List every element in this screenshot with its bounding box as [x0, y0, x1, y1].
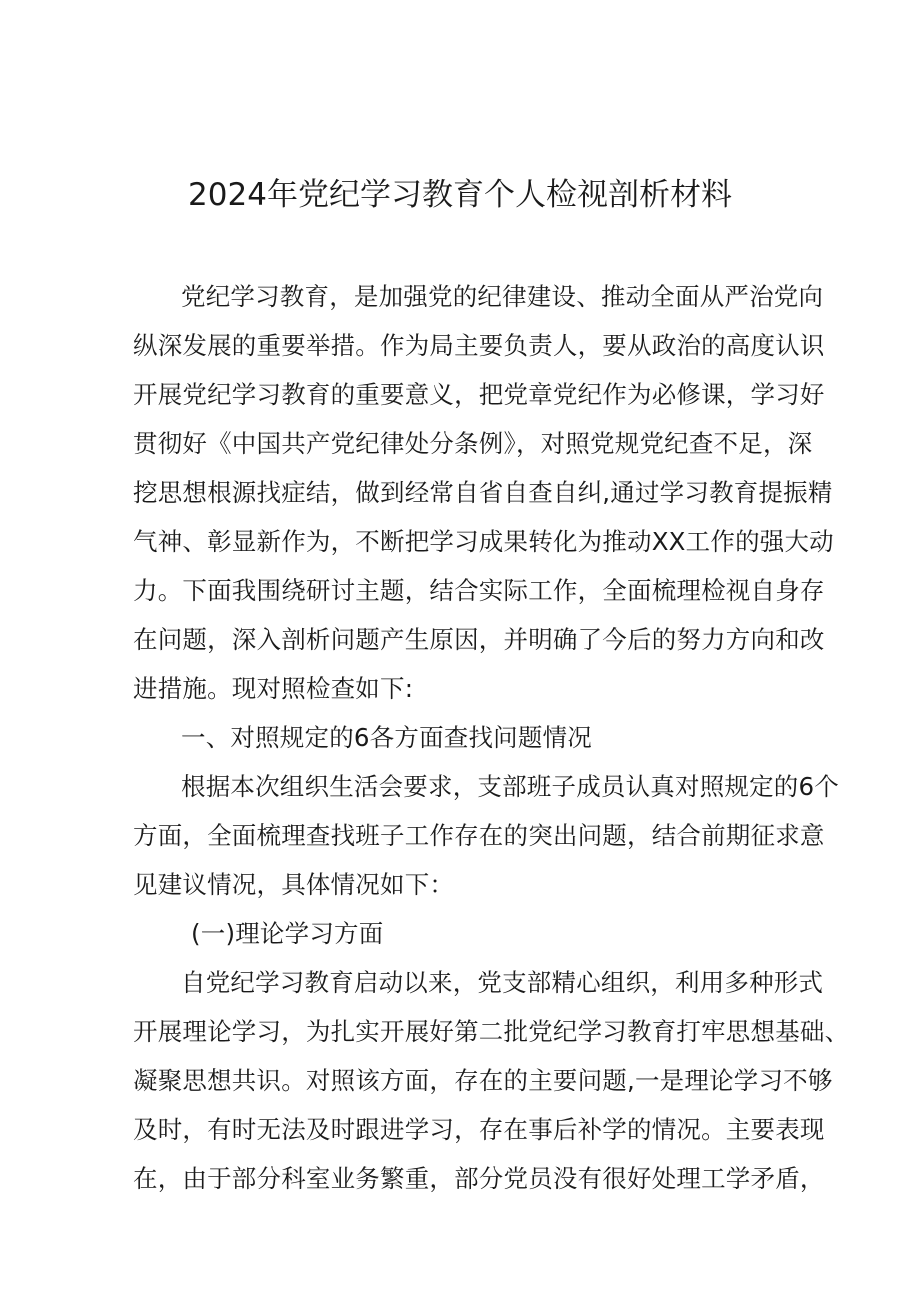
paragraph-line: 见建议情况，具体情况如下：: [133, 870, 455, 899]
paragraph-line: 力。下面我围绕研讨主题，结合实际工作，全面梳理检视自身存: [133, 576, 825, 605]
paragraph-line: 方面，全面梳理查找班子工作存在的突出问题，结合前期征求意: [133, 821, 825, 850]
paragraph-line: 根据本次组织生活会要求，支部班子成员认真对照规定的6个: [181, 772, 839, 801]
paragraph-line: 党纪学习教育，是加强党的纪律建设、推动全面从严治党向: [181, 282, 824, 311]
section-heading: 一、对照规定的6各方面查找问题情况: [181, 723, 592, 752]
paragraph-line: 纵深发展的重要举措。作为局主要负责人，要从政治的高度认识: [133, 331, 825, 360]
paragraph-line: 在，由于部分科室业务繁重，部分党员没有很好处理工学矛盾，: [133, 1164, 825, 1193]
subsection-heading: (一)理论学习方面: [191, 919, 384, 948]
paragraph-line: 及时，有时无法及时跟进学习，存在事后补学的情况。主要表现: [133, 1115, 825, 1144]
paragraph-line: 凝聚思想共识。对照该方面，存在的主要问题,一是理论学习不够: [133, 1066, 833, 1095]
paragraph-line: 自党纪学习教育启动以来，党支部精心组织，利用多种形式: [181, 968, 824, 997]
paragraph-line: 开展理论学习，为扎实开展好第二批党纪学习教育打牢思想基础、: [133, 1017, 850, 1046]
paragraph-line: 在问题，深入剖析问题产生原因，并明确了今后的努力方向和改: [133, 625, 825, 654]
paragraph-line: 气神、彰显新作为，不断把学习成果转化为推动XX工作的强大动: [133, 527, 834, 556]
paragraph-line: 挖思想根源找症结，做到经常自省自查自纠,通过学习教育提振精: [133, 478, 833, 507]
document-title: 2024年党纪学习教育个人检视剖析材料: [188, 177, 732, 213]
paragraph-line: 开展党纪学习教育的重要意义，把党章党纪作为必修课，学习好: [133, 380, 825, 409]
paragraph-line: 贯彻好《中国共产党纪律处分条例》，对照党规党纪查不足，深: [133, 429, 813, 458]
paragraph-line: 进措施。现对照检查如下:: [133, 674, 414, 703]
